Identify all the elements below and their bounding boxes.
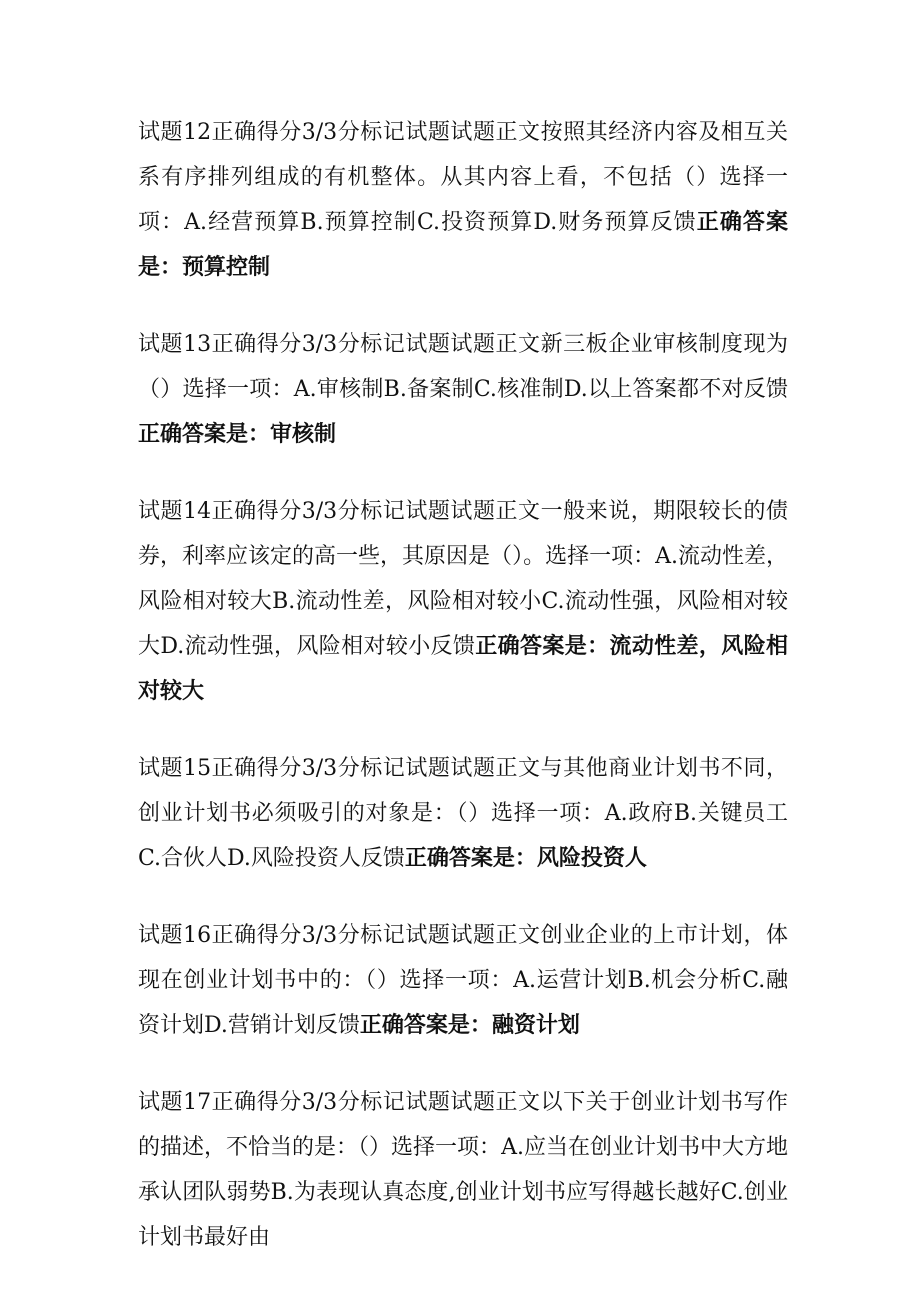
question-13 [138,322,788,457]
question-17 [138,1080,788,1260]
question-16 [138,913,788,1048]
question-text: 试题17正确得分3/3分标记试题试题正文以下关于创业计划书写作的描述，不恰当的是：（）选择一项：A.应当在创业计划书中大方地承认团队弱势B.为表现认真态度,创业计划书应写得越长越好C.创业计划书最好由 [138,1090,788,1250]
correct-answer: 正确答案是：审核制 [138,422,337,447]
correct-answer: 正确答案是：融资计划 [359,1013,580,1038]
question-text: 试题15正确得分3/3分标记试题试题正文与其他商业计划书不同，创业计划书必须吸引的对象是：（）选择一项：A.政府B.关键员工C.合伙人D.风险投资人反馈 [138,756,788,871]
correct-answer: 正确答案是：流动性差，风险相对较大 [138,634,788,704]
question-text: 试题13正确得分3/3分标记试题试题正文新三板企业审核制度现为（）选择一项：A.审核制B.备案制C.核准制D.以上答案都不对反馈 [138,332,788,402]
document-page [138,110,788,1292]
question-14 [138,489,788,714]
question-text: 试题16正确得分3/3分标记试题试题正文创业企业的上市计划，体现在创业计划书中的：（）选择一项：A.运营计划B.机会分析C.融资计划D.营销计划反馈 [138,923,788,1038]
question-text: 试题14正确得分3/3分标记试题试题正文一般来说，期限较长的债券，利率应该定的高一些，其原因是（）。选择一项：A.流动性差，风险相对较大B.流动性差，风险相对较小C.流动性强，风险相对较大D.流动性强，风险相对较小反馈 [138,499,788,659]
question-text: 试题12正确得分3/3分标记试题试题正文按照其经济内容及相互关系有序排列组成的有机整体。从其内容上看，不包括（）选择一项：A.经营预算B.预算控制C.投资预算D.财务预算反馈 [138,120,788,235]
correct-answer: 正确答案是：预算控制 [138,210,788,280]
question-15 [138,746,788,881]
question-12 [138,110,788,290]
correct-answer: 正确答案是：风险投资人 [404,846,647,871]
